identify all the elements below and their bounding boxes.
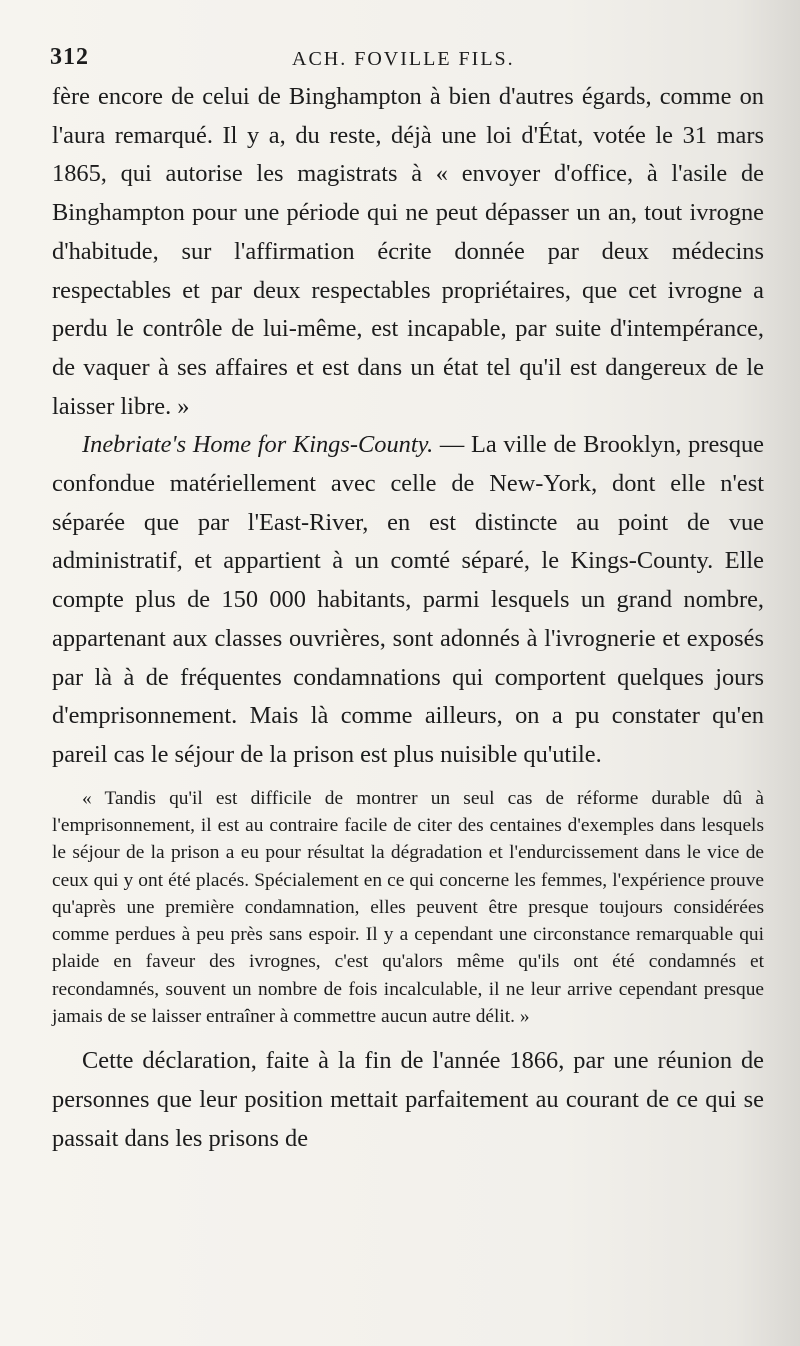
paragraph-declaration: Cette déclaration, faite à la fin de l'année 1866, par une réunion de personnes que leur position mettait parfaitement au courant de ce qui se passait dans les prisons de: [52, 1047, 764, 1152]
paragraph-kings-county: [52, 426, 764, 774]
section-dash: —: [433, 431, 471, 459]
page-header: [50, 44, 750, 76]
running-head: ACH. FOVILLE FILS.: [292, 48, 515, 70]
paragraph-kings-county-text: La ville de Brooklyn, presque confondue matériellement avec celle de New-York, dont elle n'est séparée que par l'East-River, en est distincte au point de vue administratif, et appartient à un comté séparé, le Kings-County. Elle compte plus de 150 000 habitants, parmi lesquels un grand nombre, appartenant aux classes ouvrières, sont adonnés à l'ivrognerie et exposés par là à de fréquentes condamnations qui comportent quelques jours d'emprisonnement. Mais là comme ailleurs, on a pu constater qu'en pareil cas le séjour de la prison est plus nuisible qu'utile.: [52, 431, 764, 768]
body-text: [52, 78, 764, 1158]
section-title: Inebriate's Home for Kings-County.: [82, 431, 434, 459]
paragraph-continuation: fère encore de celui de Binghampton à bien d'autres égards, comme on l'aura remarqué. Il y a, du reste, déjà une loi d'État, votée le 31 mars 1865, qui autorise les magistrats à « envoyer d'office, à l'asile de Binghampton pour une période qui ne peut dépasser un an, tout ivrogne d'habitude, sur l'affirmation écrite donnée par deux médecins respectables et par deux respectables propriétaires, que cet ivrogne a perdu le contrôle de lui-même, est incapable, par suite d'intempérance, de vaquer à ses affaires et est dans un état tel qu'il est dangereux de le laisser libre. »: [52, 83, 764, 420]
block-quote: « Tandis qu'il est difficile de montrer un seul cas de réforme durable dû à l'emprisonnement, il est au contraire facile de citer des centaines d'exemples dans lesquels le séjour de la prison a eu pour résultat la dégradation et l'endurcissement dans le vice de ceux qui y ont été placés. Spécialement en ce qui concerne les femmes, l'expérience prouve qu'après une première condamnation, elles peuvent être presque toujours considérées comme perdues à peu près sans espoir. Il y a cependant une circonstance remarquable qui plaide en faveur des ivrognes, c'est qu'alors même qu'ils ont été condamnés et recondamnés, souvent un nombre de fois incalculable, il ne leur arrive cependant presque jamais de se laisser entraîner à commettre aucun autre délit. »: [52, 787, 764, 1028]
page-number: 312: [50, 44, 89, 70]
